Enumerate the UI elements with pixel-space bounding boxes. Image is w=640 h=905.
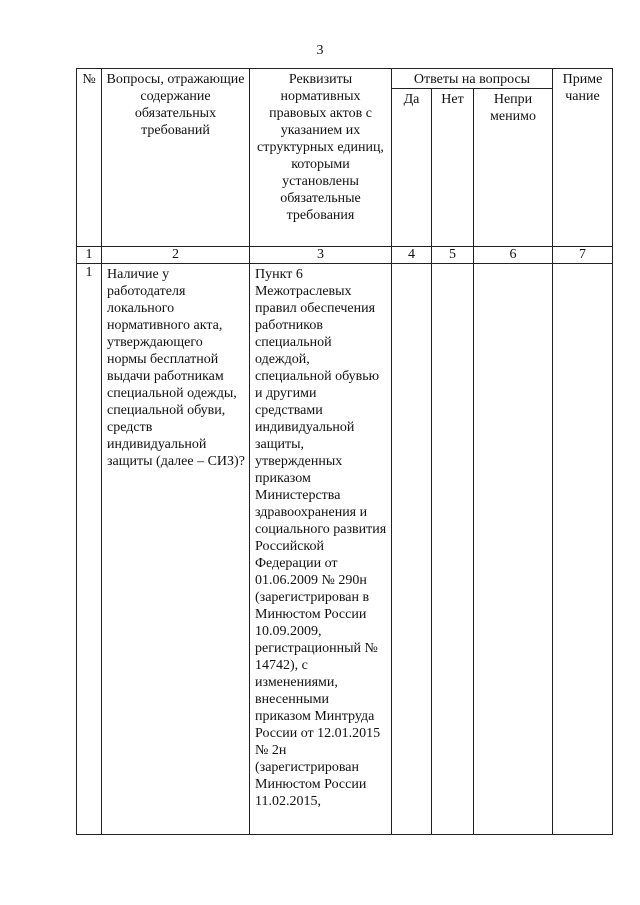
column-number: 2 bbox=[102, 247, 250, 264]
header-no: № bbox=[77, 69, 102, 247]
requisite-text: Пункт 6 Межотраслевых правил обеспечения работников специальной одеждой, специальной обувью и другими средствами индивидуальной защиты, утвержденных приказом Министерства здравоохранения и социального развития Российской Федерации от 01.06.2009 № 290н (зарегистрирован в Минюстом России 10.09.2009, регистрационный № 14742), с изменениями, внесенными приказом Минтруда России от 12.01.2015 № 2н (зарегистрирован Минюстом России 11.02.2015, bbox=[250, 264, 392, 835]
table-row bbox=[77, 264, 613, 835]
header-requisites: Реквизиты нормативных правовых актов с указанием их структурных единиц, которыми установлены обязательные требования bbox=[250, 69, 392, 247]
column-number: 1 bbox=[77, 247, 102, 264]
column-number: 4 bbox=[392, 247, 432, 264]
question-text: Наличие у работодателя локального нормативного акта, утверждающего нормы бесплатной выдачи работникам специальной одежды, специальной обуви, средств индивидуальной защиты (далее – СИЗ)? bbox=[102, 264, 250, 835]
row-number: 1 bbox=[77, 264, 102, 835]
column-number: 6 bbox=[474, 247, 553, 264]
answer-no-cell bbox=[432, 264, 474, 835]
page-number: 3 bbox=[316, 43, 324, 58]
answer-not-applicable-cell bbox=[474, 264, 553, 835]
column-number-row bbox=[77, 247, 613, 264]
header-answer-not-applicable: Непри менимо bbox=[474, 89, 553, 247]
header-note: Приме чание bbox=[553, 69, 613, 247]
column-number: 5 bbox=[432, 247, 474, 264]
header-questions: Вопросы, отражающие содержание обязательных требований bbox=[102, 69, 250, 247]
answer-yes-cell bbox=[392, 264, 432, 835]
header-answers: Ответы на вопросы bbox=[392, 69, 553, 89]
note-cell bbox=[553, 264, 613, 835]
column-number: 3 bbox=[250, 247, 392, 264]
requirements-table bbox=[76, 68, 613, 835]
header-answer-yes: Да bbox=[392, 89, 432, 247]
column-number: 7 bbox=[553, 247, 613, 264]
header-answer-no: Нет bbox=[432, 89, 474, 247]
